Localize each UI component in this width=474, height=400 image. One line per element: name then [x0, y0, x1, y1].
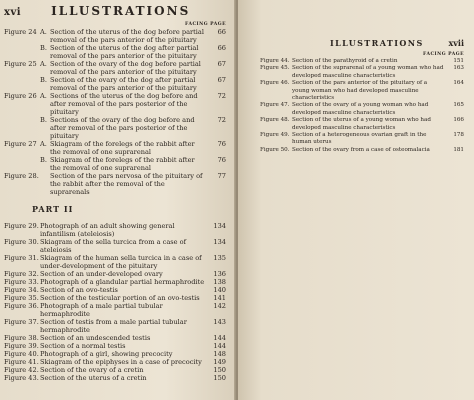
illustration-entry: [260, 65, 464, 80]
facing-page-number: 166: [453, 117, 464, 124]
figure-sub-letter: A.: [40, 92, 47, 100]
figure-sub-letter: [40, 172, 50, 196]
facing-page-number: 67: [217, 76, 226, 84]
illustration-entry: [4, 140, 226, 156]
figure-number: Figure 40.: [4, 350, 39, 358]
illustration-list-part1: [4, 28, 226, 196]
facing-page-number: 135: [213, 254, 226, 262]
figure-sub-letter: A.: [40, 60, 47, 68]
illustration-entry: [4, 366, 226, 374]
figure-number: Figure 42.: [4, 366, 39, 374]
illustration-entry: [4, 294, 226, 302]
illustration-entry: [4, 318, 226, 334]
figure-number: Figure 41.: [4, 358, 39, 366]
figure-number: Figure 31.: [4, 254, 39, 262]
illustration-entry: [4, 238, 226, 254]
facing-page-number: 77: [217, 172, 226, 180]
figure-number: Figure 34.: [4, 286, 39, 294]
illustration-entry: [4, 286, 226, 294]
figure-description: Section of a normal testis: [40, 342, 126, 350]
running-title-left: ILLUSTRATIONS: [51, 4, 191, 18]
figure-sub-letter: B.: [40, 156, 47, 164]
facing-page-number: 141: [213, 294, 226, 302]
figure-description: Sections of the uterus of the dog before and after removal of the pars posterior of the pituitary: [50, 92, 198, 116]
figure-number: Figure 32.: [4, 270, 39, 278]
facing-page-number: 178: [453, 132, 464, 139]
figure-number: Figure 49.: [260, 132, 290, 139]
figure-number: [4, 44, 40, 60]
facing-page-number: 134: [213, 222, 226, 230]
illustration-entry: [4, 156, 226, 172]
figure-description: Sections of the ovary of the dog before and after removal of the pars posterior of the pituitary: [50, 116, 195, 140]
facing-page-number: 143: [213, 318, 226, 326]
figure-number: Figure 33.: [4, 278, 39, 286]
figure-number: Figure 29.: [4, 222, 39, 230]
illustration-entry: [4, 44, 226, 60]
figure-description: Section of the pars anterior of the pituitary of a young woman who had developed masculine characteristics: [292, 80, 428, 102]
figure-number: Figure 39.: [4, 342, 39, 350]
facing-page-number: 76: [217, 156, 226, 164]
right-page: [238, 0, 474, 400]
facing-page-number: 72: [217, 92, 226, 100]
facing-page-number: 67: [217, 60, 226, 68]
facing-page-number: 144: [213, 342, 226, 350]
figure-description: Photograph of a glandular partial hermaphrodite: [40, 278, 205, 286]
facing-page-number: 150: [213, 366, 226, 374]
part-heading: PART II: [32, 204, 74, 214]
illustration-entry: [4, 28, 226, 44]
illustration-entry: [4, 342, 226, 350]
figure-description: Section of an under-developed ovary: [40, 270, 163, 278]
facing-page-number: 76: [217, 140, 226, 148]
illustration-entry: [260, 80, 464, 102]
figure-number: Figure 24: [4, 28, 37, 36]
illustration-list-right: [260, 58, 464, 154]
figure-number: Figure 27: [4, 140, 37, 148]
figure-number: Figure 36.: [4, 302, 39, 310]
figure-description: Skiagram of the sella turcica from a case of ateleiosis: [40, 238, 187, 254]
figure-description: Section of the uterus of a young woman who had developed masculine characteristics: [292, 117, 431, 131]
running-title-right: ILLUSTRATIONS: [330, 38, 424, 48]
figure-number: [4, 116, 40, 140]
figure-number: Figure 30.: [4, 238, 39, 246]
figure-sub-letter: B.: [40, 116, 47, 124]
illustration-entry: [4, 222, 226, 238]
facing-page-number: 163: [453, 65, 464, 72]
figure-description: Section of the ovary from a case of osteomalacia: [292, 146, 430, 153]
figure-sub-letter: A.: [40, 28, 47, 36]
figure-number: Figure 25: [4, 60, 37, 68]
figure-description: Section of the ovary of a cretin: [40, 366, 144, 374]
illustration-entry: [4, 302, 226, 318]
figure-description: Section of the parathyroid of a cretin: [292, 58, 398, 64]
facing-page-number: 140: [213, 286, 226, 294]
figure-number: Figure 45.: [260, 65, 290, 72]
facing-page-number: 136: [213, 270, 226, 278]
facing-page-number: 138: [213, 278, 226, 286]
right-page-header: [260, 38, 464, 52]
figure-sub-letter: B.: [40, 44, 47, 52]
page-number-right: xvii: [448, 38, 464, 48]
illustration-entry: [4, 278, 226, 286]
page-number-left: xvi: [4, 7, 22, 18]
figure-number: Figure 35.: [4, 294, 39, 302]
facing-page-number: 66: [217, 44, 226, 52]
figure-number: Figure 26: [4, 92, 37, 100]
facing-page-number: 148: [213, 350, 226, 358]
facing-page-number: 66: [217, 28, 226, 36]
illustration-entry: [4, 116, 226, 140]
illustration-entry: [4, 254, 226, 270]
figure-description: Skiagram of the forelegs of the rabbit after the removal of one suprarenal: [50, 156, 195, 172]
figure-description: Photograph of a girl, showing precocity: [40, 350, 173, 358]
illustration-entry: [4, 76, 226, 92]
illustration-entry: [4, 334, 226, 342]
figure-number: Figure 48.: [260, 117, 290, 124]
figure-description: Section of a heterogeneous ovarian graft in the human uterus: [292, 132, 427, 146]
illustration-entry: [4, 60, 226, 76]
figure-description: Section of the suprarenal of a young woman who had developed masculine characteristics: [292, 65, 444, 79]
facing-page-number: 150: [213, 374, 226, 382]
left-page: [0, 0, 236, 400]
figure-description: Skiagram of the human sella turcica in a case of under-development of the pituitary: [40, 254, 202, 270]
figure-description: Section of an undescended testis: [40, 334, 151, 342]
facing-page-number: 165: [453, 102, 464, 109]
facing-page-number: 181: [453, 146, 464, 153]
facing-page-number: 164: [453, 80, 464, 87]
figure-number: Figure 28.: [4, 172, 39, 180]
illustration-entry: [4, 270, 226, 278]
figure-number: Figure 43.: [4, 374, 39, 382]
facing-page-number: 72: [217, 116, 226, 124]
illustration-entry: [4, 172, 226, 196]
figure-description: Photograph of a male partial tubular hermaphrodite: [40, 302, 163, 318]
illustration-entry: [4, 374, 226, 382]
figure-description: Skiagram of the forelegs of the rabbit after the removal of one suprarenal: [50, 140, 195, 156]
figure-description: Section of the pars nervosa of the pituitary of the rabbit after the removal of the suprarenals: [50, 172, 203, 196]
figure-description: Section of the uterus of the dog after partial removal of the pars anterior of the pituitary: [50, 44, 199, 60]
figure-sub-letter: A.: [40, 140, 47, 148]
illustration-entry: [260, 117, 464, 132]
figure-number: Figure 44.: [260, 58, 290, 64]
figure-number: Figure 38.: [4, 334, 39, 342]
figure-number: [4, 156, 40, 172]
facing-page-number: 142: [213, 302, 226, 310]
facing-page-number: 149: [213, 358, 226, 366]
figure-description: Photograph of an adult showing general infantilism (ateleiosis): [40, 222, 175, 238]
facing-page-label-left: FACING PAGE: [185, 22, 226, 27]
illustration-list-part2: [4, 222, 226, 382]
illustration-entry: [260, 102, 464, 117]
facing-page-number: 134: [213, 238, 226, 246]
figure-number: Figure 46.: [260, 80, 290, 87]
figure-description: Section of an ovo-testis: [40, 286, 118, 294]
figure-description: Section of the ovary of the dog before partial removal of the pars anterior of the pituitary: [50, 60, 201, 76]
figure-number: Figure 37.: [4, 318, 39, 326]
figure-number: Figure 47.: [260, 102, 290, 109]
facing-page-number: 151: [453, 58, 464, 64]
illustration-entry: [4, 92, 226, 116]
figure-description: Section of the uterus of a cretin: [40, 374, 147, 382]
figure-description: Skiagram of the epiphyses in a case of precocity: [40, 358, 202, 366]
illustration-entry: [260, 132, 464, 147]
figure-description: Section of the testicular portion of an ovo-testis: [40, 294, 200, 302]
figure-description: Section of testis from a male partial tubular hermaphrodite: [40, 318, 187, 334]
figure-description: Section of the uterus of the dog before partial removal of the pars anterior of the pituitary: [50, 28, 204, 44]
facing-page-number: 144: [213, 334, 226, 342]
illustration-entry: [260, 147, 464, 154]
figure-number: Figure 50.: [260, 146, 290, 153]
illustration-entry: [4, 358, 226, 366]
figure-sub-letter: B.: [40, 76, 47, 84]
illustration-entry: [260, 58, 464, 65]
figure-number: [4, 76, 40, 92]
figure-description: Section of the ovary of the dog after partial removal of the pars anterior of the pituitary: [50, 76, 197, 92]
facing-page-label-right: FACING PAGE: [423, 52, 464, 57]
figure-description: Section of the ovary of a young woman who had developed masculine characteristics: [292, 102, 429, 116]
illustration-entry: [4, 350, 226, 358]
left-page-header: [4, 4, 226, 22]
